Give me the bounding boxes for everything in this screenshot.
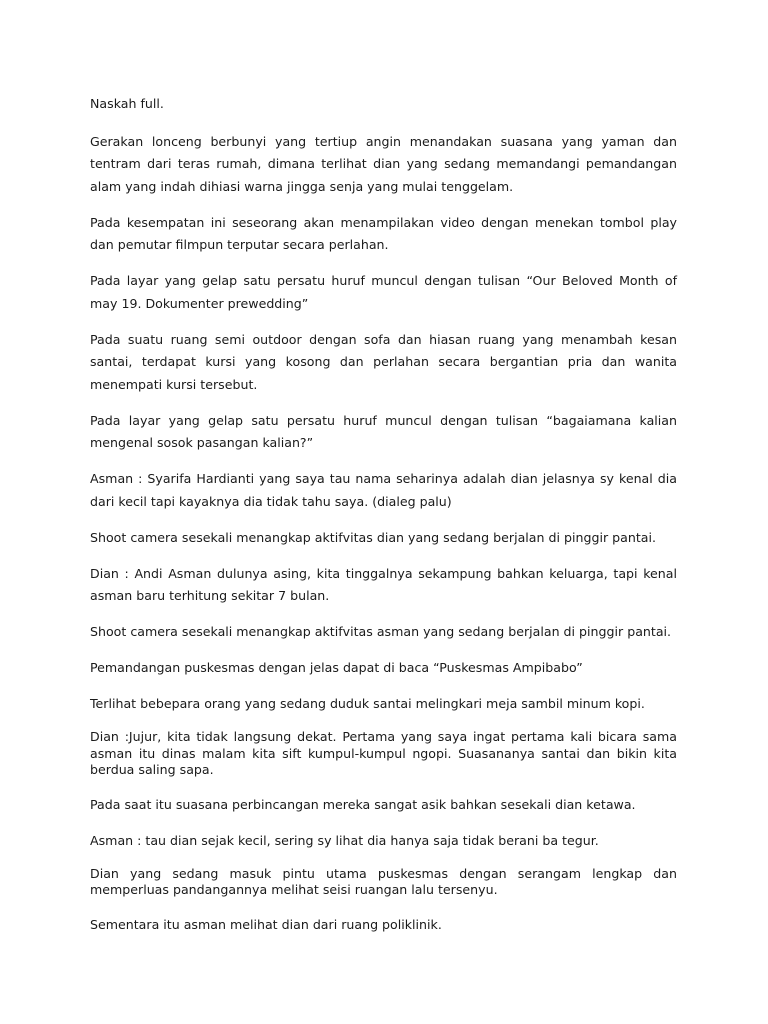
- dialogue-paragraph: Asman : tau dian sejak kecil, sering sy lihat dia hanya saja tidak berani ba tegur.: [90, 832, 599, 848]
- scene-paragraph: Pada saat itu suasana perbincangan mereka sangat asik bahkan sesekali dian ketawa.: [90, 796, 636, 812]
- dialogue-paragraph: Asman : Syarifa Hardianti yang saya tau nama seharinya adalah dian jelasnya sy kenal dia dari kecil tapi kayaknya dia tidak tahu saya. (dialeg palu): [90, 471, 677, 509]
- scene-paragraph: Terlihat bebepara orang yang sedang duduk santai melingkari meja sambil minum kopi.: [90, 696, 645, 711]
- document-body: [90, 93, 677, 950]
- scene-paragraph: Gerakan lonceng berbunyi yang tertiup angin menandakan suasana yang yaman dan tentram dari teras rumah, dimana terlihat dian yang sedang memandangi pemandangan alam yang indah dihiasi warna jingga senja yang mulai tenggelam.: [90, 133, 677, 194]
- scene-paragraph: Pemandangan puskesmas dengan jelas dapat di baca “Puskesmas Ampibabo”: [90, 660, 583, 675]
- script-title: Naskah full.: [90, 96, 164, 111]
- scene-paragraph: Dian yang sedang masuk pintu utama puskesmas dengan serangam lengkap dan memperluas pandangannya melihat seisi ruangan lalu tersenyu.: [90, 865, 677, 897]
- scene-paragraph: Shoot camera sesekali menangkap aktifvitas asman yang sedang berjalan di pinggir pantai.: [90, 624, 672, 639]
- scene-paragraph: Pada layar yang gelap satu persatu huruf muncul dengan tulisan “bagaiamana kalian mengenal sosok pasangan kalian?”: [90, 412, 677, 450]
- dialogue-paragraph: Dian :Jujur, kita tidak langsung dekat. Pertama yang saya ingat pertama kali bicara sama asman itu dinas malam kita sift kumpul-kumpul ngopi. Suasananya santai dan bikin kita berdua saling sapa.: [90, 729, 677, 777]
- scene-paragraph: Sementara itu asman melihat dian dari ruang poliklinik.: [90, 916, 442, 932]
- scene-paragraph: Pada suatu ruang semi outdoor dengan sofa dan hiasan ruang yang menambah kesan santai, terdapat kursi yang kosong dan perlahan secara bergantian pria dan wanita menempati kursi tersebut.: [90, 331, 677, 392]
- scene-paragraph: Pada layar yang gelap satu persatu huruf muncul dengan tulisan “Our Beloved Month of may 19. Dokumenter prewedding”: [90, 273, 677, 311]
- dialogue-paragraph: Dian : Andi Asman dulunya asing, kita tinggalnya sekampung bahkan keluarga, tapi kenal asman baru terhitung sekitar 7 bulan.: [90, 565, 677, 603]
- scene-paragraph: Shoot camera sesekali menangkap aktifvitas dian yang sedang berjalan di pinggir pantai.: [90, 529, 656, 545]
- scene-paragraph: Pada kesempatan ini seseorang akan menampilakan video dengan menekan tombol play dan pemutar filmpun terputar secara perlahan.: [90, 214, 677, 252]
